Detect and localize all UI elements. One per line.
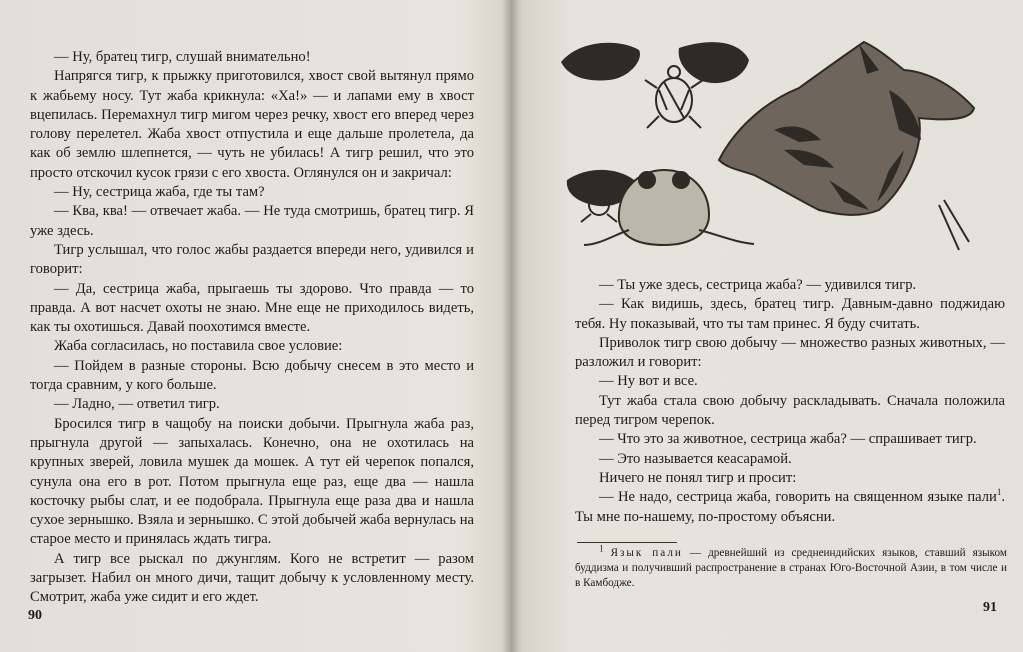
paragraph: — Как видишь, здесь, братец тигр. Давным-давно поджидаю тебя. Ну показывай, что ты там принес. Я буду считать. [575, 296, 1005, 332]
paragraph: — Что это за животное, сестрица жаба? — спрашивает тигр. [599, 431, 977, 448]
paragraph: Ничего не понял тигр и просит: [599, 469, 797, 486]
right-page [513, 0, 1023, 652]
paragraph: Тут жаба стала свою добычу раскладывать. Сначала положила перед тигром черепок. [575, 392, 1005, 429]
footnote-text [575, 543, 1007, 591]
right-page-text [575, 276, 1005, 527]
paragraph: Жаба согласилась, но поставила свое условие: [54, 338, 343, 355]
paragraph: — Это называется кеасарамой. [599, 450, 792, 467]
ink-blotch [561, 43, 640, 81]
paragraph: — Ты уже здесь, сестрица жаба? — удивился тигр. [599, 277, 917, 293]
paragraph: Бросился тигр в чащобу на поиски добычи. Прыгнула жаба раз, прыгнула другой — запыхалась. Конечно, она не охотилась на крупных зверей, ловила мушек да мошек. А тут ей черепок попался, сунула она его в рот. Потом прыгнула еще раз, еще два — нашла косточку рыбы слат, и ее подобрала. Прыгнула еще раза два и нашла сухое зернышко. Взяла и зернышко. С этой добычей жаба вернулась на старое место и принялась ждать тигра. [30, 415, 474, 548]
paragraph: А тигр все рыскал по джунглям. Кого не встретит — разом загрызет. Набил он много дичи, тащит добычу к условленному месту. Смотрит, жаба уже сидит и его ждет. [30, 550, 474, 606]
ink-blotch [679, 42, 749, 83]
footnote-reference: 1 [996, 487, 1002, 498]
footnote-divider [577, 542, 677, 543]
left-page [0, 0, 510, 652]
paragraph: — Ну вот и все. [599, 373, 698, 390]
footnote-term: Язык пали [610, 547, 683, 559]
paragraph: Тигр услышал, что голос жабы раздается впереди него, удивился и говорит: [30, 241, 474, 278]
paragraph: Напрягся тигр, к прыжку приготовился, хвост свой вытянул прямо к жабьему носу. Тут жаба крикнула: «Ха!» — и лапами ему в хвост вцепилась. Перемахнул тигр мигом через речку, хвост его вперед через голову перелетел. Жаба хвост отпустила и еще дальше пролетела, да как об землю шлепнется, — чуть не убилась! А тигр решил, что это просто отскочил кусок грязи с его хвоста. Оглянулся он и закричал: [30, 68, 474, 181]
page-number: 91 [983, 600, 997, 615]
paragraph: Приволок тигр свою добычу — множество разных животных, — разложил и говорит: [575, 334, 1005, 371]
paragraph-text: — Не надо, сестрица жаба, говорить на священном языке пали [599, 489, 997, 506]
paragraph: — Ну, братец тигр, слушай внимательно! [54, 49, 311, 65]
page-number: 90 [28, 608, 42, 623]
paragraph: — Пойдем в разные стороны. Всю добычу снесем в это место и тогда сравним, у кого больше. [30, 357, 474, 394]
paragraph-text: . Ты мне по-нашему, по-простому объясни. [575, 489, 1005, 525]
paragraph [575, 488, 1005, 527]
paragraph: — Ква, ква! — отвечает жаба. — Не туда смотришь, братец тигр. Я уже здесь. [30, 203, 474, 239]
tiger-toad-turtle-illustration [559, 30, 999, 260]
paragraph: — Да, сестрица жаба, прыгаешь ты здорово. Что правда — то правда. А вот насчет охоты не знаю. Мне еще не приходилось видеть, как ты охотишься. Давай поохотимся вместе. [30, 280, 474, 336]
paragraph: — Ну, сестрица жаба, где ты там? [54, 184, 265, 201]
left-page-text [30, 48, 474, 608]
footnote-marker: 1 [599, 543, 604, 554]
paragraph: — Ладно, — ответил тигр. [54, 396, 220, 413]
footnote-body: — древнейший из среднеиндийских языков, ставший языком буддизма и получивший распространение в странах Юго-Восточной Азии, в том числе и в Камбодже. [575, 547, 1007, 589]
footnote [575, 543, 1007, 591]
tiger-head [719, 42, 974, 215]
